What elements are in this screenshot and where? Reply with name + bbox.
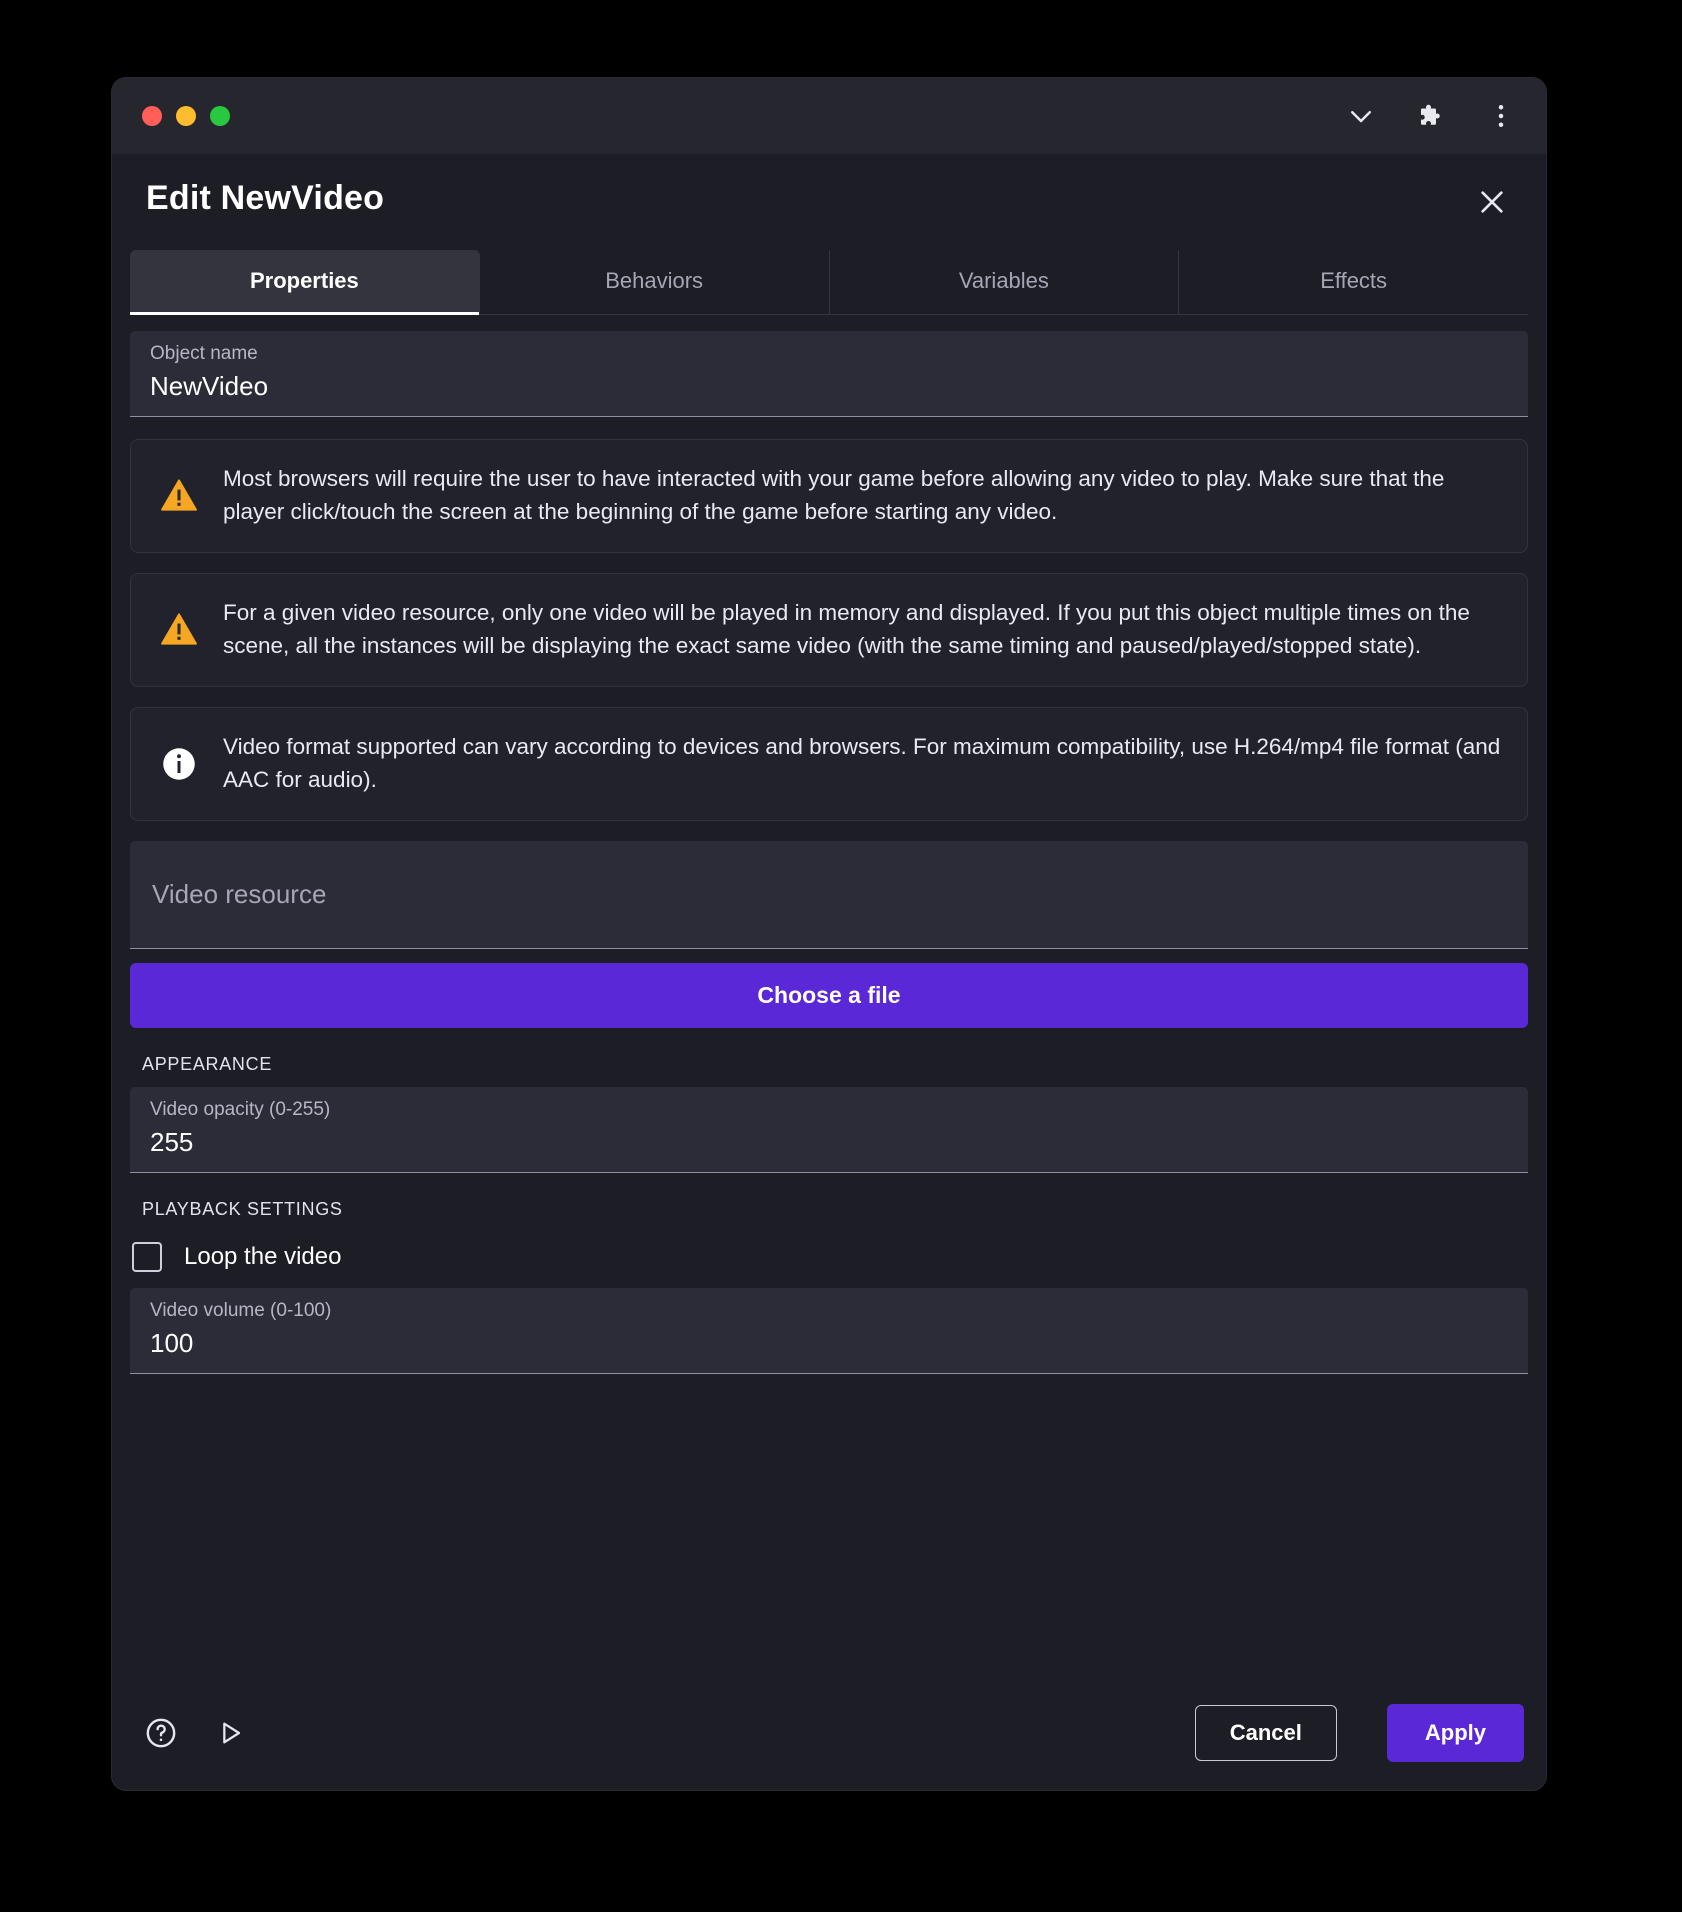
tab-properties[interactable]: Properties <box>130 250 480 314</box>
video-opacity-field[interactable] <box>130 1087 1528 1173</box>
cancel-button[interactable]: Cancel <box>1195 1705 1337 1761</box>
play-triangle-icon[interactable] <box>210 1712 252 1754</box>
tab-behaviors[interactable]: Behaviors <box>480 250 830 314</box>
extension-puzzle-icon[interactable] <box>1414 99 1448 133</box>
apply-button[interactable]: Apply <box>1387 1704 1524 1762</box>
video-resource-field[interactable] <box>130 841 1528 949</box>
maximize-window-button[interactable] <box>210 106 230 126</box>
object-name-label: Object name <box>150 343 258 364</box>
video-volume-label: Video volume (0-100) <box>150 1300 332 1322</box>
alert-text: Most browsers will require the user to have interacted with your game before allowing any video to play. Make sure that the player click/touch the screen at the beginning of the game before starting any video. <box>223 466 1445 525</box>
tab-variables[interactable]: Variables <box>830 250 1180 314</box>
window-controls <box>142 106 230 126</box>
alert-text: For a given video resource, only one video will be played in memory and displayed. If you put this object multiple times on the scene, all the instances will be displaying the exact same video (with the same timing and paused/played/stopped state). <box>223 600 1470 659</box>
chevron-down-icon[interactable] <box>1344 99 1378 133</box>
window-titlebar <box>112 78 1546 154</box>
edit-object-window <box>112 78 1546 1790</box>
kebab-menu-icon[interactable] <box>1484 99 1518 133</box>
alert-browser-interaction <box>130 439 1528 553</box>
close-window-button[interactable] <box>142 106 162 126</box>
video-opacity-label: Video opacity (0-255) <box>150 1099 331 1121</box>
loop-video-label: Loop the video <box>184 1243 342 1271</box>
tab-bar <box>130 250 1528 315</box>
titlebar-icon-group <box>1344 99 1518 133</box>
dialog-body <box>112 315 1546 1682</box>
dialog-header <box>112 154 1546 232</box>
alert-text: Video format supported can vary according to devices and browsers. For maximum compatibility, use H.264/mp4 file format (and AAC for audio). <box>223 734 1501 793</box>
minimize-window-button[interactable] <box>176 106 196 126</box>
choose-file-button[interactable]: Choose a file <box>130 963 1528 1028</box>
warning-icon <box>157 462 201 512</box>
alert-single-video-instance <box>130 573 1528 687</box>
object-name-input[interactable]: NewVideo <box>150 371 269 401</box>
warning-icon <box>157 596 201 646</box>
help-circle-icon[interactable] <box>140 1712 182 1754</box>
tab-effects[interactable]: Effects <box>1320 268 1388 293</box>
page-title: Edit NewVideo <box>146 179 385 217</box>
playback-section-heading: PLAYBACK SETTINGS <box>142 1199 343 1220</box>
appearance-section-heading: APPEARANCE <box>142 1054 273 1075</box>
close-icon[interactable] <box>1472 182 1512 222</box>
video-volume-field[interactable] <box>130 1288 1528 1374</box>
info-icon <box>157 730 201 782</box>
object-name-field[interactable] <box>130 331 1528 417</box>
alert-video-format <box>130 707 1528 821</box>
video-opacity-input[interactable]: 255 <box>150 1127 194 1158</box>
loop-video-row[interactable] <box>130 1232 1528 1288</box>
dialog-footer <box>112 1682 1546 1790</box>
video-volume-input[interactable]: 100 <box>150 1328 194 1359</box>
loop-video-checkbox[interactable] <box>132 1242 162 1272</box>
video-resource-placeholder: Video resource <box>152 879 327 910</box>
